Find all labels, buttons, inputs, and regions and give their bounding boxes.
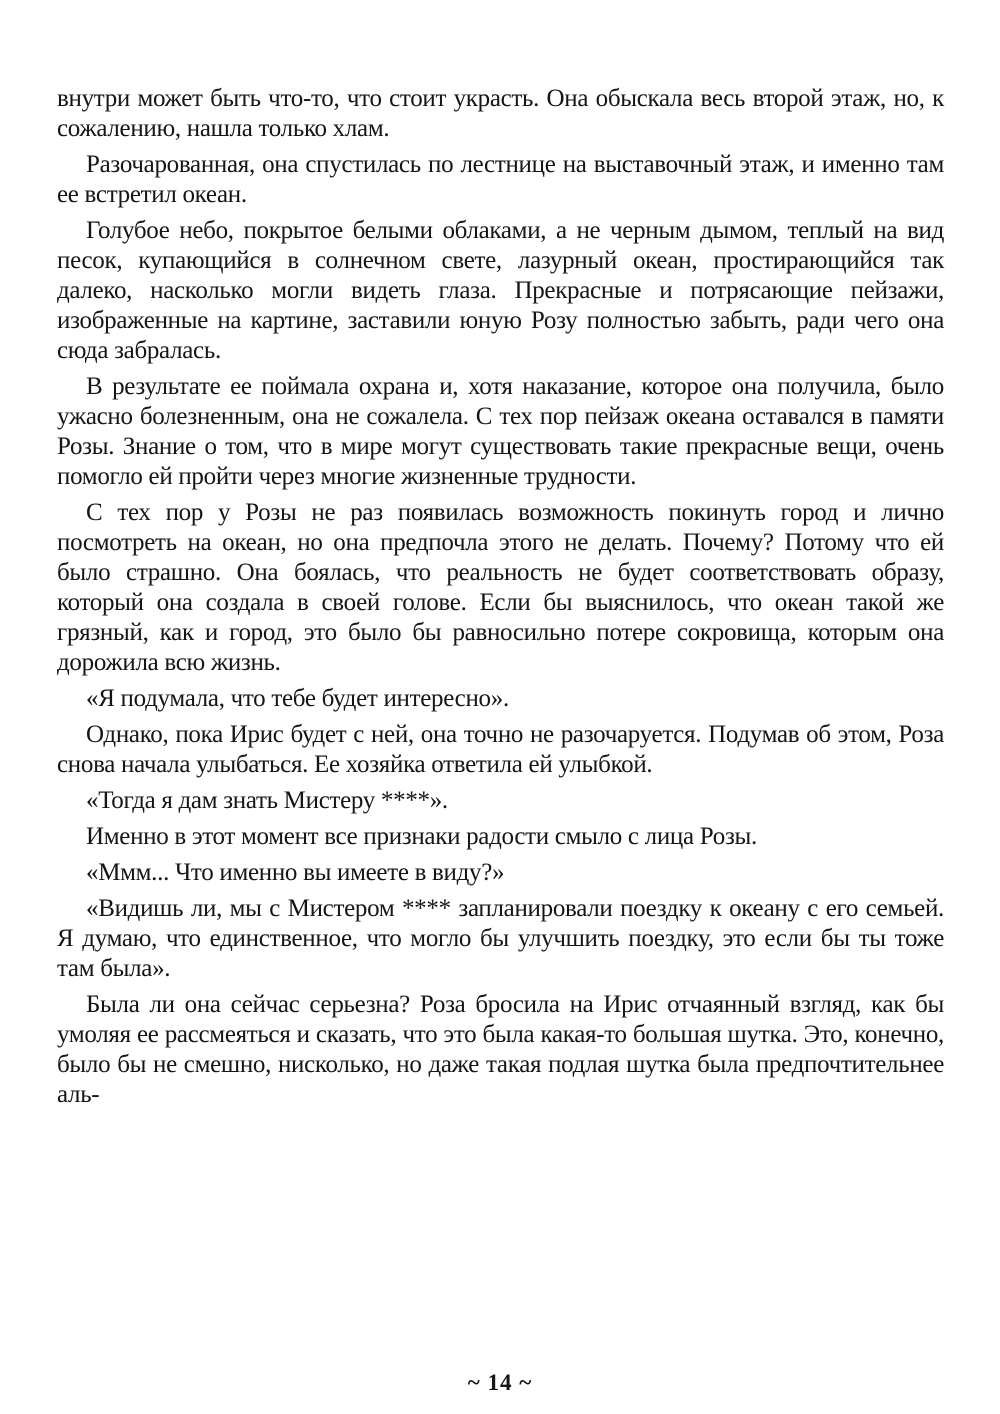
paragraph: Голубое небо, покрытое белыми облаками, а не черным дымом, теплый на вид песок, купающийся в солнечном свете, лазурный океан, простирающийся так далеко, насколько могли видеть глаза. Прекрасные и потрясающие пейзажи, изображенные на картине, заставили юную Розу полностью забыть, ради чего она сюда забралась.	[57, 217, 944, 364]
paragraph-dialogue: «Я подумала, что тебе будет интересно».	[86, 685, 509, 712]
paragraph: Именно в этот момент все признаки радости смыло с лица Розы.	[86, 823, 757, 850]
paragraph: Однако, пока Ирис будет с ней, она точно не разочаруется. Подумав об этом, Роза снова начала улыбаться. Ее хозяйка ответила ей улыбкой.	[57, 721, 944, 778]
paragraph: С тех пор у Розы не раз появилась возможность покинуть город и лично посмотреть на океан, но она предпочла этого не делать. Почему? Потому что ей было страшно. Она боялась, что реальность не будет соответствовать образу, который она создала в своей голове. Если бы выяснилось, что океан такой же грязный, как и город, это было бы равносильно потере сокровища, которым она дорожила всю жизнь.	[57, 499, 944, 676]
paragraph-dialogue: «Ммм... Что именно вы имеете в виду?»	[86, 859, 505, 886]
paragraph: В результате ее поймала охрана и, хотя наказание, которое она получила, было ужасно болезненным, она не сожалела. С тех пор пейзаж океана оставался в памяти Розы. Знание о том, что в мире могут существовать такие прекрасные вещи, очень помогло ей пройти через многие жизненные трудности.	[57, 373, 944, 490]
page-number: ~ 14 ~	[467, 1370, 533, 1395]
text-column	[57, 84, 944, 1116]
paragraph-dialogue: «Тогда я дам знать Мистеру ****».	[86, 787, 448, 814]
paragraph: Была ли она сейчас серьезна? Роза бросила на Ирис отчаянный взгляд, как бы умоляя ее рассмеяться и сказать, что это была какая-то большая шутка. Это, конечно, было бы не смешно, нисколько, но даже такая подлая шутка была предпочтительнее аль-	[57, 991, 944, 1108]
paragraph: внутри может быть что-то, что стоит украсть. Она обыскала весь второй этаж, но, к сожалению, нашла только хлам.	[57, 85, 944, 142]
paragraph-dialogue: «Видишь ли, мы с Мистером **** запланировали поездку к океану с его семьей. Я думаю, что единственное, что могло бы улучшить поездку, это если бы ты тоже там была».	[57, 895, 944, 982]
paragraph: Разочарованная, она спустилась по лестнице на выставочный этаж, и именно там ее встретил океан.	[57, 151, 944, 208]
